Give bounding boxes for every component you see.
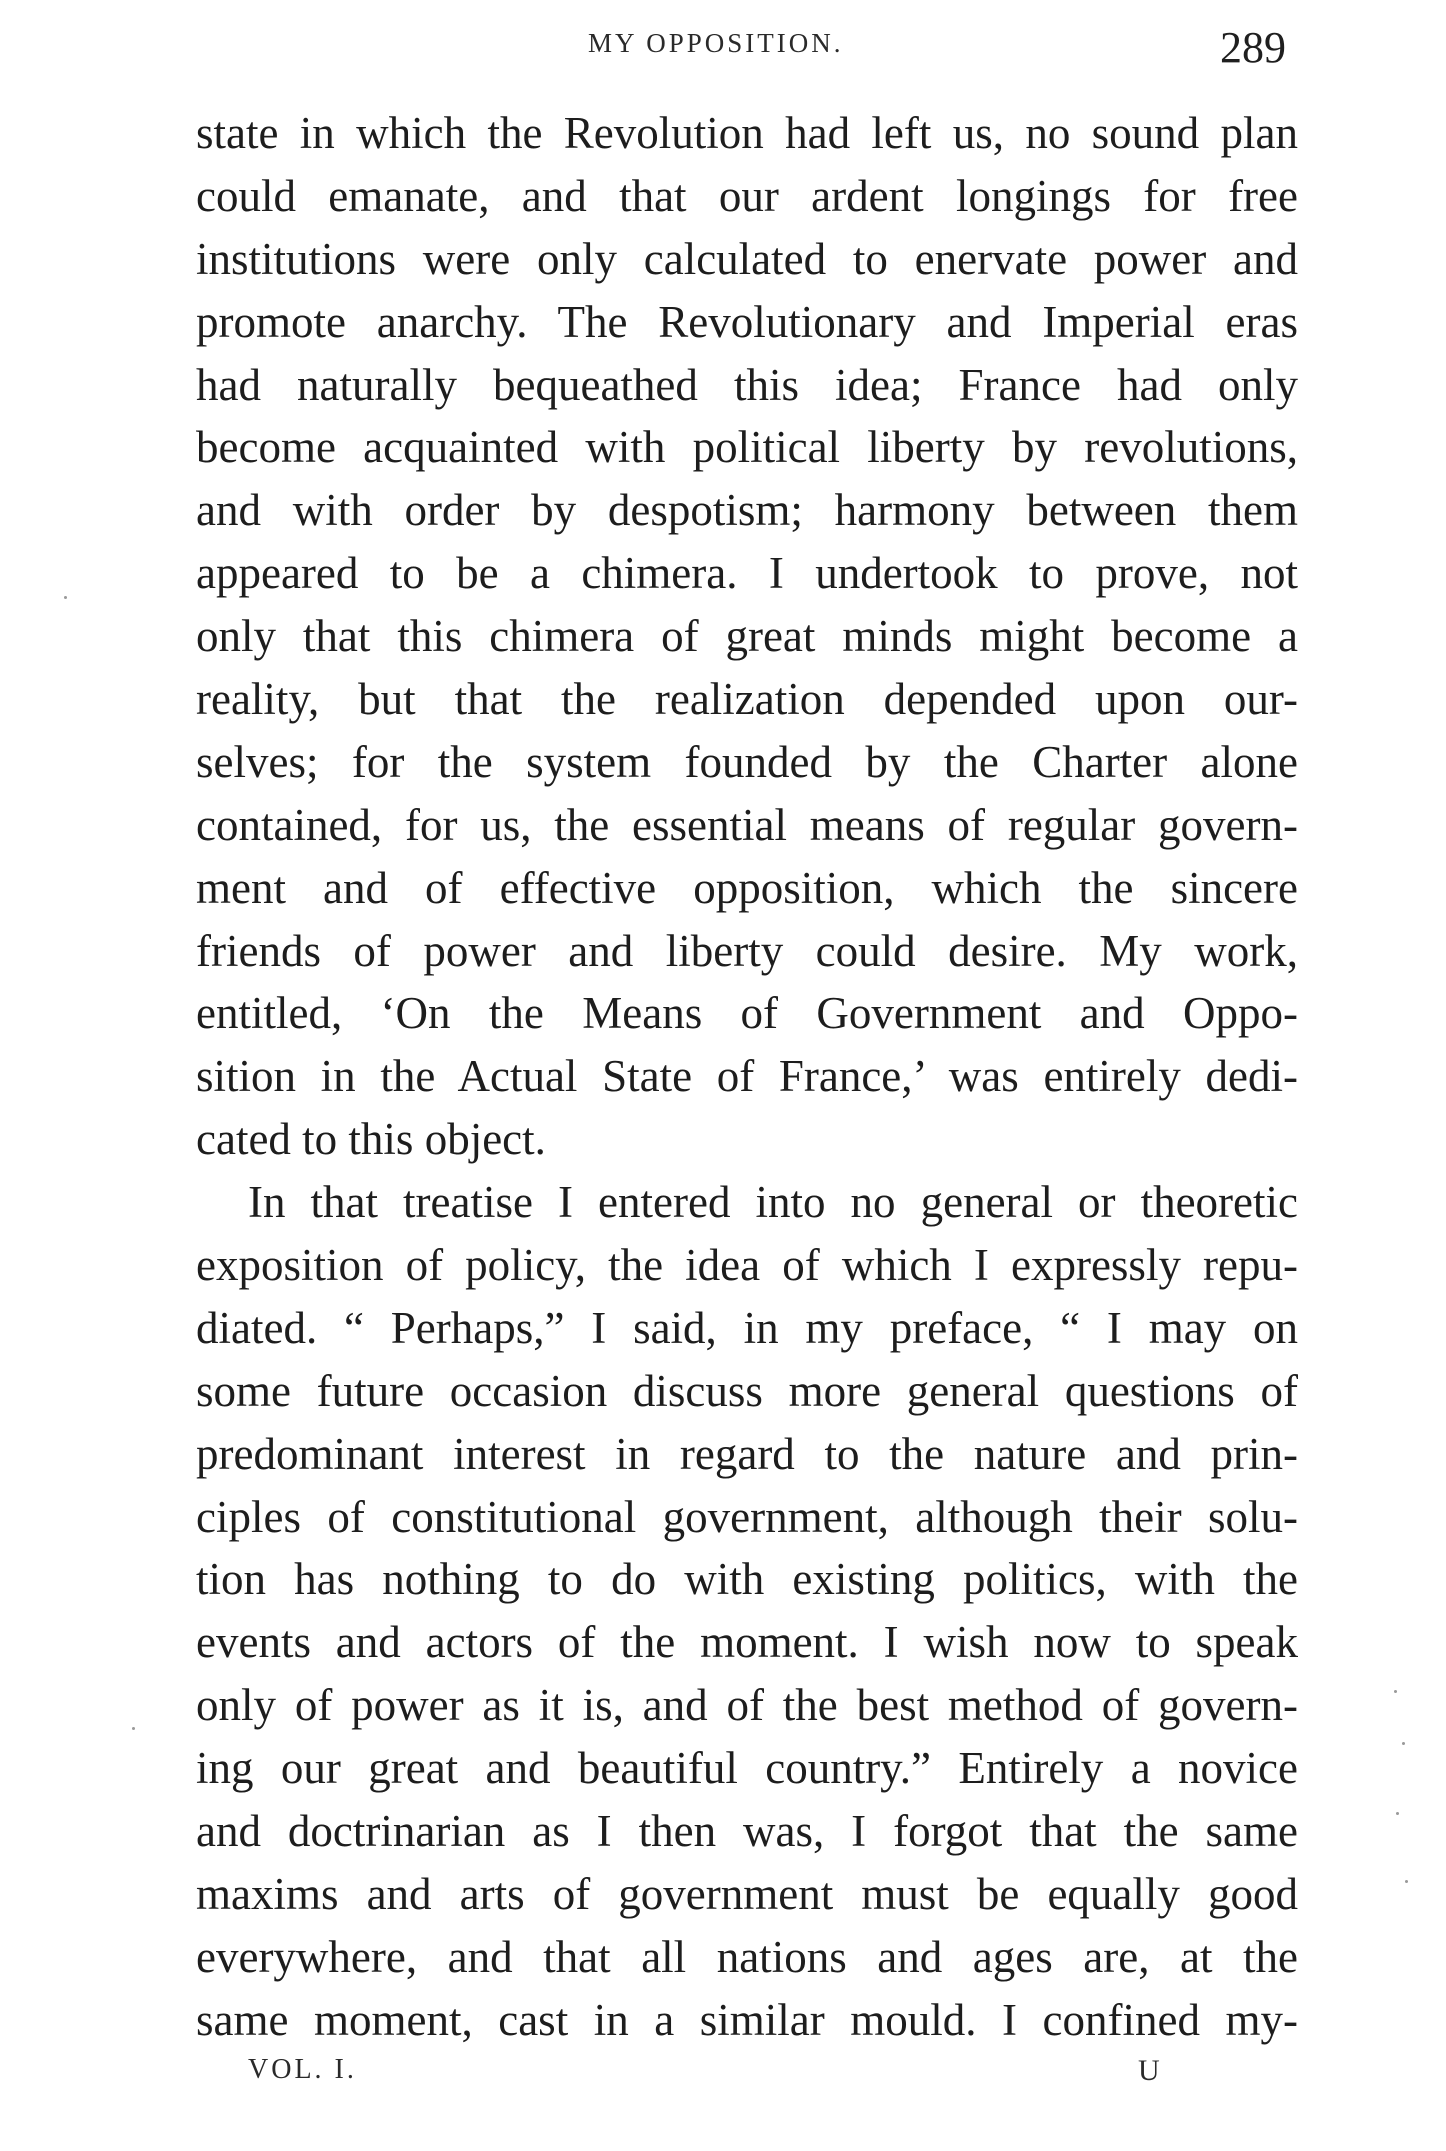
text-line: state in which the Revolution had left us, no sound plan [196,108,1298,158]
paragraph-2 [196,1171,1298,2051]
text-line: same moment, cast in a similar mould. I confined my- [196,1994,1298,2045]
text-line: only that this chimera of great minds might become a [196,611,1298,662]
paragraph-1 [196,102,1298,1171]
text-line: In that treatise I entered into no general or theoretic [248,1177,1298,1228]
text-line: exposition of policy, the idea of which I expressly repu- [196,1240,1298,1291]
text-line: had naturally bequeathed this idea; France had only [196,359,1298,410]
page-footer [0,2050,1446,2110]
text-line: events and actors of the moment. I wish now to speak [196,1617,1298,1668]
paper-speck [1394,1690,1397,1693]
text-line: ment and of effective opposition, which the sincere [196,862,1298,913]
paper-speck [1402,1742,1405,1745]
paper-speck [132,1727,135,1730]
text-line: entitled, ‘On the Means of Government and Oppo- [196,988,1298,1039]
text-line: tion has nothing to do with existing politics, with the [196,1554,1298,1605]
text-line: ing our great and beautiful country.” Entirely a novice [196,1743,1298,1794]
text-line: appeared to be a chimera. I undertook to prove, not [196,548,1298,599]
page-number: 289 [1220,23,1286,72]
text-line: predominant interest in regard to the nature and prin- [196,1428,1298,1479]
text-line: diated. “ Perhaps,” I said, in my preface, “ I may on [196,1302,1298,1353]
text-line: only of power as it is, and of the best method of govern- [196,1680,1298,1731]
text-line: ciples of constitutional government, although their solu- [196,1491,1298,1542]
text-line: institutions were only calculated to enervate power and [196,233,1298,284]
paper-speck [1396,1812,1399,1815]
text-line: reality, but that the realization depended upon our- [196,674,1298,725]
text-line: and with order by despotism; harmony between them [196,485,1298,536]
text-line: maxims and arts of government must be equally good [196,1868,1298,1919]
signature-mark: U [1138,2054,1160,2087]
running-title: MY OPPOSITION. [588,28,844,58]
text-line: sition in the Actual State of France,’ was entirely dedi- [196,1051,1298,1102]
text-line: cated to this object. [196,1114,546,1165]
paper-speck [1405,1880,1408,1883]
running-head [0,22,1446,82]
text-line: promote anarchy. The Revolutionary and Imperial eras [196,296,1298,347]
text-line: could emanate, and that our ardent longings for free [196,170,1298,221]
text-line: selves; for the system founded by the Charter alone [196,736,1298,787]
text-line: some future occasion discuss more general questions of [196,1365,1298,1416]
volume-signature: VOL. I. [248,2054,357,2085]
paper-speck [64,596,67,599]
text-line: become acquainted with political liberty by revolutions, [196,422,1298,473]
text-line: and doctrinarian as I then was, I forgot that the same [196,1806,1298,1857]
text-line: contained, for us, the essential means of regular govern- [196,799,1298,850]
text-line: friends of power and liberty could desire. My work, [196,925,1298,976]
body-text [196,102,1298,2052]
text-line: everywhere, and that all nations and ages are, at the [196,1931,1298,1982]
